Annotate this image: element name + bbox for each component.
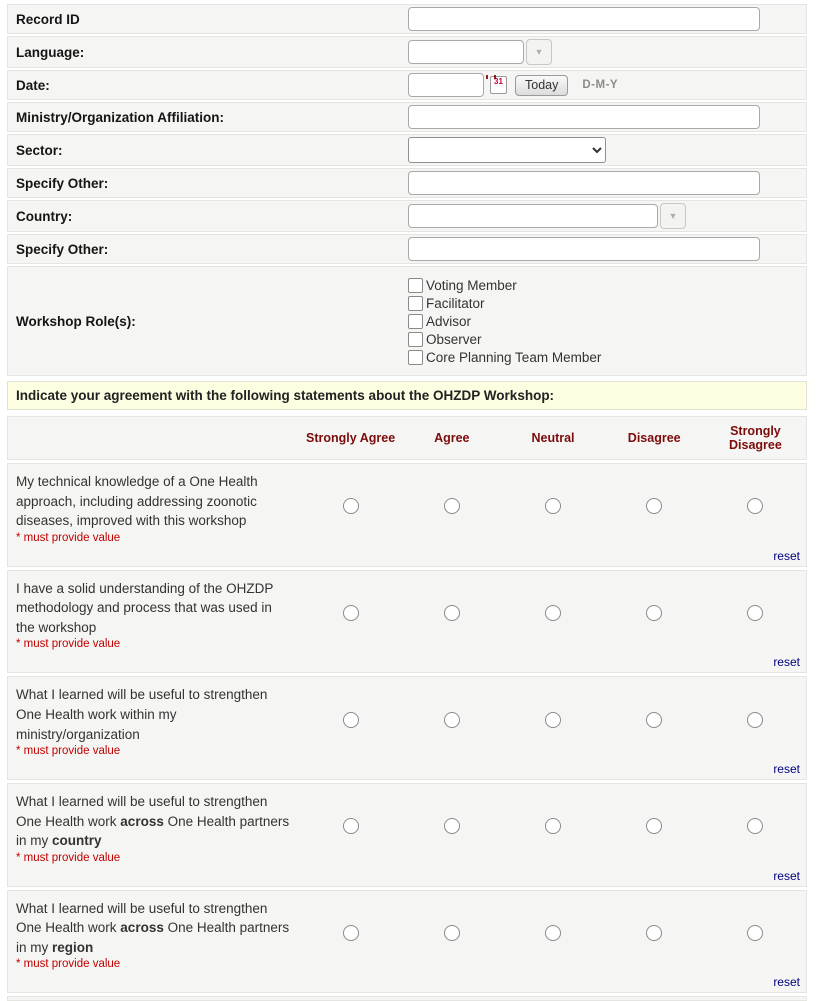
matrix-row-main xyxy=(8,685,806,757)
role-checkbox-label: Core Planning Team Member xyxy=(426,349,602,365)
matrix-row-main xyxy=(8,899,806,971)
matrix-answer-cell xyxy=(502,605,603,624)
radio-strongly-agree[interactable] xyxy=(343,498,359,514)
matrix-question-part: I have a solid understanding of the OHZDP methodology and process that was used in the workshop xyxy=(16,580,274,635)
radio-disagree[interactable] xyxy=(646,925,662,941)
next-row-partial xyxy=(7,996,807,1001)
matrix-answer-cell xyxy=(401,605,502,624)
country-value xyxy=(408,203,798,229)
section-header: Indicate your agreement with the following statements about the OHZDP Workshop: xyxy=(7,381,807,410)
role-checkbox[interactable] xyxy=(408,296,423,311)
date-label: Date: xyxy=(16,77,50,93)
matrix-question xyxy=(8,899,300,971)
date-format-hint: D-M-Y xyxy=(582,79,619,91)
matrix-answer-cell xyxy=(502,925,603,944)
field-row-record-id xyxy=(7,4,807,34)
matrix-question-part: across xyxy=(120,920,164,936)
matrix-question xyxy=(8,579,300,651)
matrix-column-header: Strongly Agree xyxy=(306,431,396,445)
required-note: * must provide value xyxy=(16,851,121,864)
role-checkbox-label: Facilitator xyxy=(426,295,485,311)
matrix-answer-cell xyxy=(502,498,603,517)
record-id-input[interactable] xyxy=(408,7,760,31)
radio-strongly-agree[interactable] xyxy=(343,605,359,621)
role-checkbox[interactable] xyxy=(408,350,423,365)
language-label: Language: xyxy=(16,44,85,60)
radio-strongly-disagree[interactable] xyxy=(747,605,763,621)
matrix-question-part: One Health partners in my xyxy=(16,813,290,849)
record-id-value xyxy=(408,7,798,31)
matrix-question-part: What I learned will be useful to strengthen One Health work xyxy=(16,900,268,936)
matrix-question-part: What I learned will be useful to strengthen One Health work xyxy=(16,794,268,829)
field-row-date xyxy=(7,70,807,100)
matrix-question xyxy=(8,472,300,544)
radio-agree[interactable] xyxy=(444,925,460,941)
radio-strongly-disagree[interactable] xyxy=(747,818,763,834)
matrix-row-reset-line xyxy=(8,544,806,566)
matrix-row xyxy=(7,783,807,887)
checkbox-option xyxy=(408,314,601,329)
matrix-row-reset-line xyxy=(8,650,806,672)
checkbox-option xyxy=(408,332,601,347)
matrix-answer-cell xyxy=(705,925,806,944)
specify-other-1-value xyxy=(408,171,798,195)
matrix-column-header: Disagree xyxy=(627,431,681,445)
matrix-answer-cell xyxy=(300,818,401,837)
reset-link[interactable]: reset xyxy=(773,762,800,777)
matrix-answer-cell xyxy=(604,498,705,517)
radio-strongly-disagree[interactable] xyxy=(747,712,763,728)
matrix-row xyxy=(7,890,807,994)
ministry-value xyxy=(408,105,798,129)
matrix-answer-cell xyxy=(705,818,806,837)
workshop-roles-value xyxy=(408,275,798,368)
matrix-answer-cell xyxy=(705,498,806,517)
matrix-row-reset-line xyxy=(8,757,806,779)
sector-label: Sector: xyxy=(16,142,63,158)
matrix-row-main xyxy=(8,792,806,864)
specify-other-2-label: Specify Other: xyxy=(16,241,109,257)
today-button[interactable]: Today xyxy=(515,75,568,96)
radio-neutral[interactable] xyxy=(545,925,561,941)
country-label: Country: xyxy=(16,208,73,224)
matrix-answer-cell xyxy=(401,712,502,731)
radio-disagree[interactable] xyxy=(646,498,662,514)
field-row-specify-other-2 xyxy=(7,234,807,264)
calendar-icon-day: 31 xyxy=(494,77,503,86)
matrix-answer-cell xyxy=(705,605,806,624)
role-checkbox-label: Advisor xyxy=(426,313,472,329)
reset-link[interactable]: reset xyxy=(773,868,800,883)
role-checkbox[interactable] xyxy=(408,278,423,293)
date-input[interactable] xyxy=(408,73,484,97)
specify-other-2-input[interactable] xyxy=(408,237,760,261)
matrix-column-header: Agree xyxy=(434,431,470,445)
matrix-answer-cell xyxy=(705,712,806,731)
record-id-label: Record ID xyxy=(16,11,80,27)
radio-agree[interactable] xyxy=(444,712,460,728)
matrix-rows xyxy=(7,463,807,993)
matrix-question-text xyxy=(16,579,294,638)
radio-neutral[interactable] xyxy=(545,605,561,621)
specify-other-2-value xyxy=(408,237,798,261)
chevron-down-icon: ▼ xyxy=(534,46,544,57)
matrix-answer-cell xyxy=(604,605,705,624)
survey-form xyxy=(7,4,807,1001)
checkbox-option xyxy=(408,350,601,365)
radio-strongly-disagree[interactable] xyxy=(747,498,763,514)
ministry-input[interactable] xyxy=(408,105,760,129)
matrix-question-part: My technical knowledge of a One Health approach, including addressing zoonotic diseases, improved with this workshop xyxy=(16,474,258,529)
radio-disagree[interactable] xyxy=(646,712,662,728)
role-checkbox-label: Observer xyxy=(426,331,482,347)
matrix-answer-cell xyxy=(300,712,401,731)
radio-strongly-agree[interactable] xyxy=(343,925,359,941)
specify-other-1-input[interactable] xyxy=(408,171,760,195)
ministry-label: Ministry/Organization Affiliation: xyxy=(16,109,224,125)
matrix-answer-cell xyxy=(401,925,502,944)
checkbox-option xyxy=(408,296,601,311)
matrix-row xyxy=(7,676,807,780)
field-row-country xyxy=(7,200,807,232)
matrix-row-main xyxy=(8,579,806,651)
matrix-question xyxy=(8,792,300,864)
matrix-question xyxy=(8,685,300,757)
matrix-answer-cell xyxy=(401,818,502,837)
radio-strongly-agree[interactable] xyxy=(343,712,359,728)
country-combobox-input[interactable] xyxy=(408,204,658,228)
field-row-ministry xyxy=(7,102,807,132)
required-note: * must provide value xyxy=(16,531,121,544)
field-row-sector xyxy=(7,134,807,166)
sector-value xyxy=(408,137,798,163)
matrix-question-text xyxy=(16,685,294,744)
required-note: * must provide value xyxy=(16,958,121,971)
field-row-workshop-roles xyxy=(7,266,807,376)
matrix-question-text xyxy=(16,472,294,531)
radio-disagree[interactable] xyxy=(646,605,662,621)
workshop-roles-options xyxy=(408,275,601,368)
matrix-column-header: Strongly Disagree xyxy=(729,424,782,452)
matrix-question-part: across xyxy=(120,813,164,829)
matrix-answer-cell xyxy=(502,818,603,837)
radio-agree[interactable] xyxy=(444,605,460,621)
matrix-answer-cell xyxy=(604,712,705,731)
matrix-question-text xyxy=(16,792,294,851)
matrix-answer-cell xyxy=(502,712,603,731)
radio-disagree[interactable] xyxy=(646,818,662,834)
specify-other-1-label: Specify Other: xyxy=(16,175,109,191)
role-checkbox-label: Voting Member xyxy=(426,277,517,293)
radio-agree[interactable] xyxy=(444,818,460,834)
field-row-language xyxy=(7,36,807,68)
matrix-answer-cell xyxy=(300,605,401,624)
calendar-icon[interactable] xyxy=(490,76,507,94)
matrix-row xyxy=(7,463,807,567)
matrix-column-header: Neutral xyxy=(531,431,575,445)
matrix-question-part: region xyxy=(52,939,94,955)
reset-link[interactable]: reset xyxy=(773,655,800,670)
radio-strongly-agree[interactable] xyxy=(343,818,359,834)
required-note: * must provide value xyxy=(16,638,121,651)
sector-select[interactable] xyxy=(408,137,606,163)
date-value xyxy=(408,73,798,97)
matrix-question-text xyxy=(16,899,294,958)
matrix-row-reset-line xyxy=(8,970,806,992)
matrix-answer-cell xyxy=(604,925,705,944)
workshop-roles-label: Workshop Role(s): xyxy=(16,313,136,329)
chevron-down-icon: ▼ xyxy=(668,210,678,221)
matrix-header xyxy=(7,416,807,460)
matrix-question-part: What I learned will be useful to strengthen One Health work within my ministry/organization xyxy=(16,687,268,742)
checkbox-option xyxy=(408,278,601,293)
field-row-specify-other-1 xyxy=(7,168,807,198)
matrix-answer-cell xyxy=(401,498,502,517)
role-checkbox[interactable] xyxy=(408,314,423,329)
language-dropdown-button[interactable] xyxy=(526,39,552,65)
reset-link[interactable]: reset xyxy=(773,975,800,990)
language-value xyxy=(408,39,798,65)
radio-neutral[interactable] xyxy=(545,818,561,834)
radio-strongly-disagree[interactable] xyxy=(747,925,763,941)
matrix-row-main xyxy=(8,472,806,544)
matrix-answer-cell xyxy=(300,925,401,944)
country-dropdown-button[interactable] xyxy=(660,203,686,229)
reset-link[interactable]: reset xyxy=(773,548,800,563)
language-combobox-input[interactable] xyxy=(408,40,524,64)
matrix-answer-cell xyxy=(300,498,401,517)
required-note: * must provide value xyxy=(16,745,121,758)
radio-agree[interactable] xyxy=(444,498,460,514)
matrix-row xyxy=(7,570,807,674)
matrix-question-part: One Health partners in my xyxy=(16,920,290,955)
matrix-answer-cell xyxy=(604,818,705,837)
radio-neutral[interactable] xyxy=(545,498,561,514)
matrix-question-part: country xyxy=(52,833,102,849)
role-checkbox[interactable] xyxy=(408,332,423,347)
radio-neutral[interactable] xyxy=(545,712,561,728)
